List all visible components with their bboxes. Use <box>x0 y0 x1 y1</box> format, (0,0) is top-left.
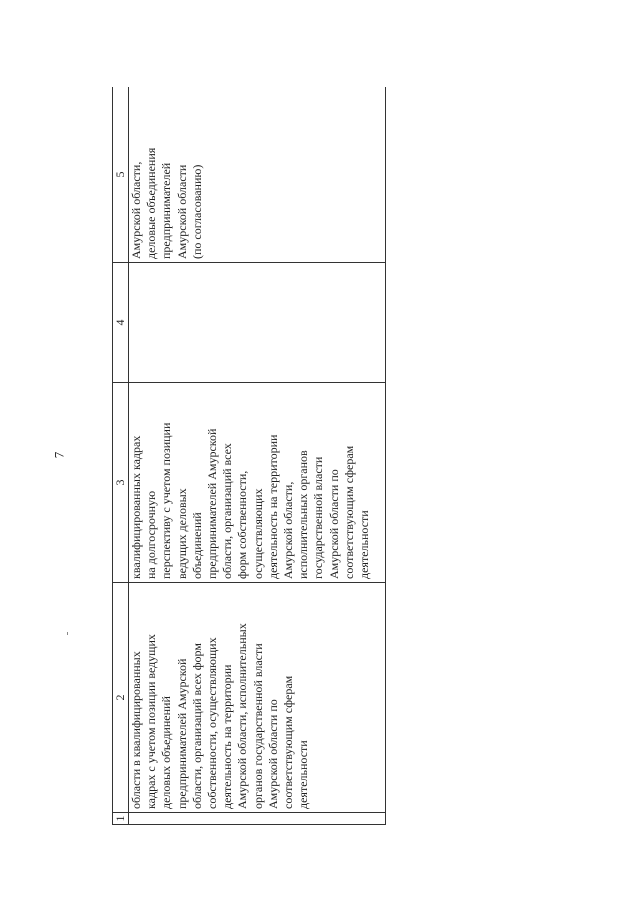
document-table <box>112 87 386 825</box>
table-row <box>129 87 386 825</box>
cell-col-1 <box>129 813 386 825</box>
rotated-table-wrapper <box>112 87 386 825</box>
table-header-row <box>113 87 129 825</box>
header-col-3: 3 <box>113 383 129 583</box>
rotated-table-frame <box>112 87 386 825</box>
cell-col-3: квалифицированных кадрах на долгосрочную перспективу с учетом позиции ведущих деловых объединений предпринимателей Амурской области, организаций всех форм собственности, осуществляющих деятельность на территории Амурской области, исполнительных органов государственной власти Амурской области по соответствующим сферам деятельности <box>129 383 386 583</box>
scan-mark <box>67 632 68 635</box>
page-number: 7 <box>51 451 67 459</box>
cell-col-4 <box>129 263 386 383</box>
cell-col-5: Амурской области, деловые объединения предпринимателей Амурской области (по согласованию) <box>129 87 386 263</box>
header-col-4: 4 <box>113 263 129 383</box>
header-col-2: 2 <box>113 583 129 813</box>
cell-col-2: области в квалифицированных кадрах с учетом позиции ведущих деловых объединений предпринимателей Амурской области, организаций всех форм собственности, осуществляющих деятельность на территории Амурской области, исполнительных органов государственной власти Амурской области по соответствующим сферам деятельности <box>129 583 386 813</box>
header-col-5: 5 <box>113 87 129 263</box>
header-col-1: 1 <box>113 813 129 825</box>
